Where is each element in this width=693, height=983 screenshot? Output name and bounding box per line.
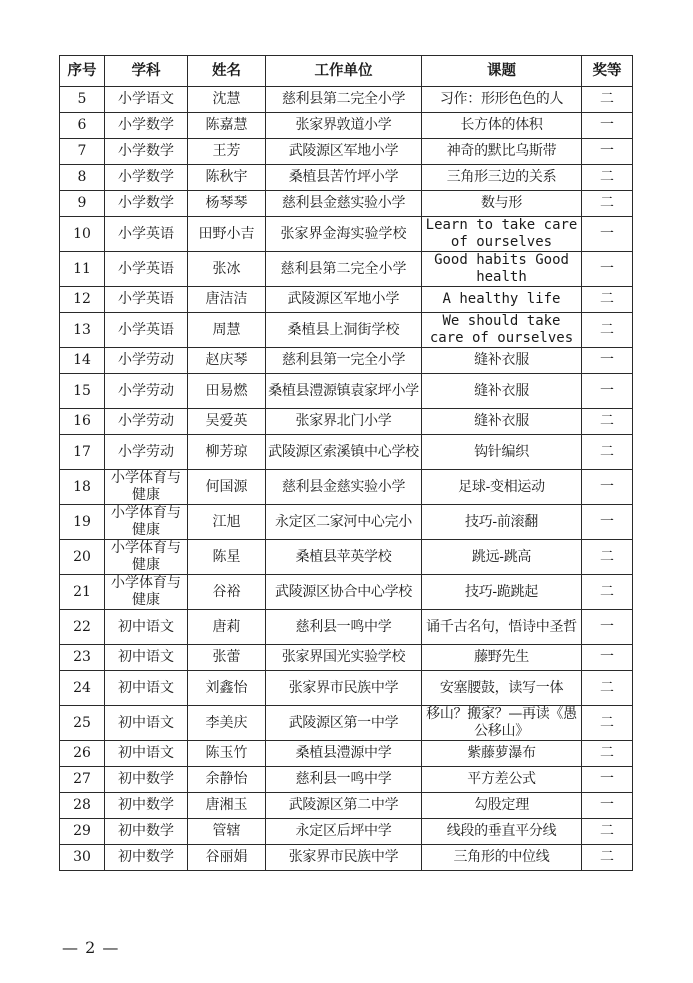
cell-award: 一 xyxy=(582,217,633,252)
cell-unit: 武陵源区第二中学 xyxy=(266,793,422,819)
cell-topic: 三角形三边的关系 xyxy=(422,165,582,191)
cell-subject: 初中语文 xyxy=(105,741,188,767)
table-header-row xyxy=(60,56,633,87)
cell-subject: 小学劳动 xyxy=(105,348,188,374)
table-row xyxy=(60,671,633,706)
cell-unit: 张家界市民族中学 xyxy=(266,671,422,706)
cell-name: 唐洁洁 xyxy=(188,287,266,313)
table-row xyxy=(60,706,633,741)
cell-subject: 初中数学 xyxy=(105,793,188,819)
cell-subject: 小学劳动 xyxy=(105,435,188,470)
table-row xyxy=(60,165,633,191)
cell-award: 一 xyxy=(582,139,633,165)
cell-topic: 移山？搬家？—再读《愚公移山》 xyxy=(422,706,582,741)
cell-name: 周慧 xyxy=(188,313,266,348)
cell-topic: 数与形 xyxy=(422,191,582,217)
cell-unit: 张家界国光实验学校 xyxy=(266,645,422,671)
cell-award: 一 xyxy=(582,505,633,540)
table-row xyxy=(60,409,633,435)
cell-name: 余静怡 xyxy=(188,767,266,793)
cell-name: 刘鑫怡 xyxy=(188,671,266,706)
cell-name: 杨琴琴 xyxy=(188,191,266,217)
cell-unit: 永定区后坪中学 xyxy=(266,819,422,845)
table-row xyxy=(60,470,633,505)
cell-name: 张冰 xyxy=(188,252,266,287)
table-row xyxy=(60,374,633,409)
cell-subject: 小学劳动 xyxy=(105,374,188,409)
cell-unit: 永定区二家河中心完小 xyxy=(266,505,422,540)
cell-topic: 平方差公式 xyxy=(422,767,582,793)
cell-unit: 张家界金海实验学校 xyxy=(266,217,422,252)
cell-name: 江旭 xyxy=(188,505,266,540)
cell-topic: 足球-变相运动 xyxy=(422,470,582,505)
cell-unit: 慈利县第一完全小学 xyxy=(266,348,422,374)
table-row xyxy=(60,139,633,165)
cell-name: 陈星 xyxy=(188,540,266,575)
cell-name: 陈玉竹 xyxy=(188,741,266,767)
cell-no: 10 xyxy=(60,217,105,252)
cell-unit: 桑植县苹英学校 xyxy=(266,540,422,575)
cell-award: 二 xyxy=(582,87,633,113)
cell-unit: 慈利县第二完全小学 xyxy=(266,252,422,287)
cell-no: 26 xyxy=(60,741,105,767)
cell-award: 二 xyxy=(582,287,633,313)
header-subject: 学科 xyxy=(105,56,188,87)
cell-topic: 跳远-跳高 xyxy=(422,540,582,575)
cell-award: 二 xyxy=(582,706,633,741)
cell-unit: 张家界北门小学 xyxy=(266,409,422,435)
cell-topic: Learn to take care of ourselves xyxy=(422,217,582,252)
cell-no: 18 xyxy=(60,470,105,505)
cell-name: 管辖 xyxy=(188,819,266,845)
cell-topic: 习作：形形色色的人 xyxy=(422,87,582,113)
cell-subject: 小学体育与健康 xyxy=(105,505,188,540)
cell-award: 二 xyxy=(582,671,633,706)
cell-no: 30 xyxy=(60,845,105,871)
cell-name: 陈秋宇 xyxy=(188,165,266,191)
cell-no: 16 xyxy=(60,409,105,435)
table-body xyxy=(60,87,633,871)
cell-name: 唐湘玉 xyxy=(188,793,266,819)
table-row xyxy=(60,505,633,540)
table-row xyxy=(60,845,633,871)
table-row xyxy=(60,435,633,470)
cell-topic: 安塞腰鼓，读写一体 xyxy=(422,671,582,706)
cell-no: 24 xyxy=(60,671,105,706)
cell-subject: 小学英语 xyxy=(105,217,188,252)
cell-topic: 钩针编织 xyxy=(422,435,582,470)
table-row xyxy=(60,113,633,139)
cell-no: 9 xyxy=(60,191,105,217)
cell-unit: 桑植县苦竹坪小学 xyxy=(266,165,422,191)
cell-unit: 慈利县一鸣中学 xyxy=(266,610,422,645)
cell-subject: 小学英语 xyxy=(105,287,188,313)
cell-unit: 慈利县第二完全小学 xyxy=(266,87,422,113)
cell-unit: 慈利县金慈实验小学 xyxy=(266,191,422,217)
cell-award: 一 xyxy=(582,793,633,819)
cell-unit: 武陵源区第一中学 xyxy=(266,706,422,741)
cell-award: 二 xyxy=(582,409,633,435)
cell-no: 12 xyxy=(60,287,105,313)
cell-subject: 小学体育与健康 xyxy=(105,470,188,505)
cell-name: 何国源 xyxy=(188,470,266,505)
cell-award: 一 xyxy=(582,348,633,374)
cell-topic: 缝补衣服 xyxy=(422,409,582,435)
cell-topic: 诵千古名句，悟诗中圣哲 xyxy=(422,610,582,645)
cell-no: 13 xyxy=(60,313,105,348)
cell-award: 二 xyxy=(582,575,633,610)
table-row xyxy=(60,191,633,217)
cell-no: 19 xyxy=(60,505,105,540)
cell-award: 二 xyxy=(582,845,633,871)
cell-subject: 初中语文 xyxy=(105,706,188,741)
cell-topic: We should take care of ourselves xyxy=(422,313,582,348)
cell-name: 吴爱英 xyxy=(188,409,266,435)
cell-award: 一 xyxy=(582,470,633,505)
cell-name: 柳芳琼 xyxy=(188,435,266,470)
table-row xyxy=(60,252,633,287)
table-row xyxy=(60,610,633,645)
cell-topic: 技巧-前滚翻 xyxy=(422,505,582,540)
table-row xyxy=(60,575,633,610)
header-award: 奖等 xyxy=(582,56,633,87)
cell-topic: 三角形的中位线 xyxy=(422,845,582,871)
cell-no: 27 xyxy=(60,767,105,793)
cell-award: 二 xyxy=(582,819,633,845)
cell-subject: 初中数学 xyxy=(105,819,188,845)
cell-subject: 小学语文 xyxy=(105,87,188,113)
cell-name: 唐莉 xyxy=(188,610,266,645)
cell-award: 一 xyxy=(582,767,633,793)
table-row xyxy=(60,87,633,113)
table-row xyxy=(60,540,633,575)
cell-subject: 小学数学 xyxy=(105,165,188,191)
cell-subject: 小学体育与健康 xyxy=(105,575,188,610)
table-row xyxy=(60,287,633,313)
table-row xyxy=(60,741,633,767)
cell-unit: 慈利县一鸣中学 xyxy=(266,767,422,793)
cell-no: 5 xyxy=(60,87,105,113)
cell-no: 17 xyxy=(60,435,105,470)
header-name: 姓名 xyxy=(188,56,266,87)
header-unit: 工作单位 xyxy=(266,56,422,87)
header-topic: 课题 xyxy=(422,56,582,87)
cell-no: 7 xyxy=(60,139,105,165)
cell-unit: 桑植县澧源镇袁家坪小学 xyxy=(266,374,422,409)
cell-subject: 小学英语 xyxy=(105,313,188,348)
cell-name: 张蕾 xyxy=(188,645,266,671)
cell-unit: 张家界市民族中学 xyxy=(266,845,422,871)
cell-topic: A healthy life xyxy=(422,287,582,313)
table-row xyxy=(60,767,633,793)
table-row xyxy=(60,819,633,845)
cell-name: 赵庆琴 xyxy=(188,348,266,374)
cell-award: 二 xyxy=(582,191,633,217)
cell-topic: 勾股定理 xyxy=(422,793,582,819)
cell-topic: 缝补衣服 xyxy=(422,374,582,409)
cell-name: 田野小吉 xyxy=(188,217,266,252)
cell-subject: 小学英语 xyxy=(105,252,188,287)
table-row xyxy=(60,645,633,671)
cell-subject: 小学劳动 xyxy=(105,409,188,435)
cell-award: 一 xyxy=(582,113,633,139)
cell-unit: 张家界敦道小学 xyxy=(266,113,422,139)
cell-subject: 初中语文 xyxy=(105,610,188,645)
cell-no: 22 xyxy=(60,610,105,645)
cell-name: 沈慧 xyxy=(188,87,266,113)
cell-award: 一 xyxy=(582,374,633,409)
cell-unit: 武陵源区军地小学 xyxy=(266,139,422,165)
cell-unit: 慈利县金慈实验小学 xyxy=(266,470,422,505)
cell-award: 一 xyxy=(582,610,633,645)
cell-award: 二 xyxy=(582,741,633,767)
cell-unit: 武陵源区军地小学 xyxy=(266,287,422,313)
cell-unit: 桑植县上洞街学校 xyxy=(266,313,422,348)
cell-subject: 小学数学 xyxy=(105,113,188,139)
table-row xyxy=(60,348,633,374)
cell-no: 28 xyxy=(60,793,105,819)
cell-name: 谷裕 xyxy=(188,575,266,610)
cell-award: 二 xyxy=(582,165,633,191)
cell-subject: 初中数学 xyxy=(105,845,188,871)
page-number: — 2 — xyxy=(62,938,120,957)
cell-unit: 桑植县澧源中学 xyxy=(266,741,422,767)
cell-no: 6 xyxy=(60,113,105,139)
cell-no: 15 xyxy=(60,374,105,409)
cell-subject: 小学数学 xyxy=(105,191,188,217)
cell-name: 谷丽娟 xyxy=(188,845,266,871)
table-row xyxy=(60,793,633,819)
header-no: 序号 xyxy=(60,56,105,87)
cell-topic: 线段的垂直平分线 xyxy=(422,819,582,845)
cell-subject: 初中语文 xyxy=(105,671,188,706)
cell-award: 一 xyxy=(582,252,633,287)
cell-subject: 初中语文 xyxy=(105,645,188,671)
cell-topic: 技巧-跪跳起 xyxy=(422,575,582,610)
table-row xyxy=(60,313,633,348)
cell-no: 20 xyxy=(60,540,105,575)
cell-unit: 武陵源区索溪镇中心学校 xyxy=(266,435,422,470)
cell-no: 8 xyxy=(60,165,105,191)
award-table xyxy=(59,55,633,871)
cell-no: 29 xyxy=(60,819,105,845)
cell-name: 田易燃 xyxy=(188,374,266,409)
cell-award: 二 xyxy=(582,435,633,470)
cell-award: 二 xyxy=(582,540,633,575)
cell-award: 一 xyxy=(582,645,633,671)
cell-subject: 小学体育与健康 xyxy=(105,540,188,575)
cell-topic: 神奇的默比乌斯带 xyxy=(422,139,582,165)
cell-no: 14 xyxy=(60,348,105,374)
cell-no: 11 xyxy=(60,252,105,287)
cell-name: 陈嘉慧 xyxy=(188,113,266,139)
table-row xyxy=(60,217,633,252)
cell-award: 二 xyxy=(582,313,633,348)
cell-name: 李美庆 xyxy=(188,706,266,741)
cell-topic: 藤野先生 xyxy=(422,645,582,671)
cell-subject: 小学数学 xyxy=(105,139,188,165)
cell-topic: 缝补衣服 xyxy=(422,348,582,374)
cell-topic: Good habits Good health xyxy=(422,252,582,287)
cell-topic: 紫藤萝瀑布 xyxy=(422,741,582,767)
cell-no: 21 xyxy=(60,575,105,610)
cell-subject: 初中数学 xyxy=(105,767,188,793)
cell-no: 25 xyxy=(60,706,105,741)
cell-unit: 武陵源区协合中心学校 xyxy=(266,575,422,610)
cell-no: 23 xyxy=(60,645,105,671)
cell-name: 王芳 xyxy=(188,139,266,165)
cell-topic: 长方体的体积 xyxy=(422,113,582,139)
